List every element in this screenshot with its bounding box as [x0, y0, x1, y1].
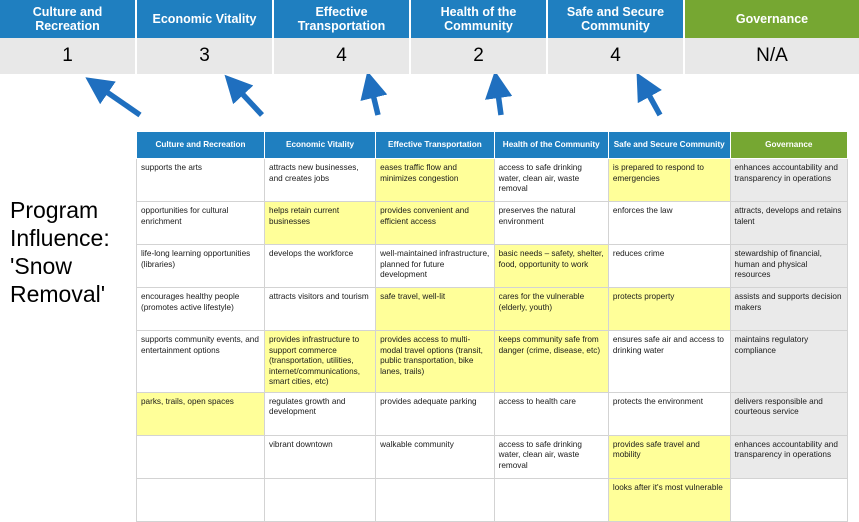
score-cell-4: 4: [548, 38, 685, 74]
matrix-cell-r6-c2: walkable community: [376, 435, 495, 478]
arrow-effective-transportation: [371, 86, 378, 115]
table-row: [137, 331, 848, 393]
matrix-cell-r7-c0: [137, 478, 265, 521]
arrow-layer: [0, 74, 859, 132]
matrix-cell-r3-c0: encourages healthy people (promotes active lifestyle): [137, 288, 265, 331]
table-row: [137, 478, 848, 521]
matrix-header-governance: Governance: [730, 132, 847, 159]
matrix-cell-r4-c2: provides access to multi-modal travel options (transit, public transportation, bike lanes, trails): [376, 331, 495, 393]
matrix-cell-r3-c5: assists and supports decision makers: [730, 288, 847, 331]
table-row: [137, 202, 848, 245]
header-cell-economic-vitality: Economic Vitality: [137, 0, 274, 38]
matrix-cell-r0-c5: enhances accountability and transparency in operations: [730, 159, 847, 202]
matrix-header-safe-and-secure-community: Safe and Secure Community: [608, 132, 730, 159]
matrix-cell-r1-c1: helps retain current businesses: [265, 202, 376, 245]
matrix-cell-r0-c4: is prepared to respond to emergencies: [608, 159, 730, 202]
table-row: [137, 392, 848, 435]
header-cell-safe-and-secure-community: Safe and Secure Community: [548, 0, 685, 38]
program-influence-matrix: [136, 131, 848, 522]
matrix-cell-r5-c1: regulates growth and development: [265, 392, 376, 435]
strategic-priorities-header-band: [0, 0, 859, 38]
matrix-cell-r5-c0: parks, trails, open spaces: [137, 392, 265, 435]
matrix-cell-r2-c1: develops the workforce: [265, 245, 376, 288]
matrix-cell-r4-c0: supports community events, and entertainment options: [137, 331, 265, 393]
matrix-cell-r7-c4: looks after it's most vulnerable: [608, 478, 730, 521]
table-row: [137, 159, 848, 202]
header-cell-governance: Governance: [685, 0, 859, 38]
score-cell-0: 1: [0, 38, 137, 74]
matrix-cell-r1-c0: opportunities for cultural enrichment: [137, 202, 265, 245]
matrix-cell-r1-c2: provides convenient and efficient access: [376, 202, 495, 245]
matrix-cell-r6-c5: enhances accountability and transparency in operations: [730, 435, 847, 478]
matrix-header-culture-and-recreation: Culture and Recreation: [137, 132, 265, 159]
header-cell-health-of-the-community: Health of the Community: [411, 0, 548, 38]
matrix-cell-r0-c0: supports the arts: [137, 159, 265, 202]
table-row: [137, 435, 848, 478]
matrix-cell-r4-c3: keeps community safe from danger (crime, disease, etc): [494, 331, 608, 393]
matrix-cell-r4-c5: maintains regulatory compliance: [730, 331, 847, 393]
header-cell-culture-and-recreation: Culture and Recreation: [0, 0, 137, 38]
matrix-cell-r5-c5: delivers responsible and courteous service: [730, 392, 847, 435]
matrix-cell-r5-c3: access to health care: [494, 392, 608, 435]
matrix-cell-r1-c5: attracts, develops and retains talent: [730, 202, 847, 245]
matrix-header-row: [137, 132, 848, 159]
header-cell-effective-transportation: Effective Transportation: [274, 0, 411, 38]
matrix-cell-r1-c4: enforces the law: [608, 202, 730, 245]
matrix-cell-r5-c2: provides adequate parking: [376, 392, 495, 435]
matrix-cell-r7-c2: [376, 478, 495, 521]
score-cell-5: N/A: [685, 38, 859, 74]
matrix-cell-r7-c3: [494, 478, 608, 521]
matrix-body: [137, 159, 848, 522]
matrix-header-effective-transportation: Effective Transportation: [376, 132, 495, 159]
matrix-cell-r2-c5: stewardship of financial, human and physical resources: [730, 245, 847, 288]
matrix-cell-r2-c0: life-long learning opportunities (libraries): [137, 245, 265, 288]
matrix-cell-r0-c1: attracts new businesses, and creates jobs: [265, 159, 376, 202]
matrix-cell-r6-c4: provides safe travel and mobility: [608, 435, 730, 478]
matrix-cell-r0-c3: access to safe drinking water, clean air, waste removal: [494, 159, 608, 202]
score-cell-2: 4: [274, 38, 411, 74]
score-cell-3: 2: [411, 38, 548, 74]
matrix-header-health-of-the-community: Health of the Community: [494, 132, 608, 159]
matrix-cell-r5-c4: protects the environment: [608, 392, 730, 435]
matrix-cell-r4-c4: ensures safe air and access to drinking water: [608, 331, 730, 393]
table-row: [137, 245, 848, 288]
matrix-cell-r7-c1: [265, 478, 376, 521]
matrix-cell-r0-c2: eases traffic flow and minimizes congestion: [376, 159, 495, 202]
matrix-cell-r2-c3: basic needs – safety, shelter, food, opportunity to work: [494, 245, 608, 288]
matrix-cell-r3-c2: safe travel, well-lit: [376, 288, 495, 331]
matrix-cell-r7-c5: [730, 478, 847, 521]
matrix-cell-r3-c3: cares for the vulnerable (elderly, youth): [494, 288, 608, 331]
arrow-culture-and-recreation: [98, 86, 140, 115]
matrix-cell-r6-c0: [137, 435, 265, 478]
program-influence-caption: Program Influence: 'Snow Removal': [10, 197, 110, 308]
table-row: [137, 288, 848, 331]
matrix-cell-r2-c2: well-maintained infrastructure, planned for future development: [376, 245, 495, 288]
matrix-cell-r6-c3: access to safe drinking water, clean air, waste removal: [494, 435, 608, 478]
arrow-safe-and-secure-community: [644, 86, 660, 115]
matrix-cell-r1-c3: preserves the natural environment: [494, 202, 608, 245]
matrix-cell-r4-c1: provides infrastructure to support commerce (transportation, utilities, internet/communications, smart cities, etc): [265, 331, 376, 393]
matrix-cell-r3-c1: attracts visitors and tourism: [265, 288, 376, 331]
matrix-cell-r2-c4: reduces crime: [608, 245, 730, 288]
matrix-cell-r6-c1: vibrant downtown: [265, 435, 376, 478]
matrix-cell-r3-c4: protects property: [608, 288, 730, 331]
matrix-header-economic-vitality: Economic Vitality: [265, 132, 376, 159]
priority-score-band: [0, 38, 859, 74]
score-cell-1: 3: [137, 38, 274, 74]
arrow-economic-vitality: [235, 86, 262, 115]
arrow-health-of-the-community: [497, 86, 501, 115]
